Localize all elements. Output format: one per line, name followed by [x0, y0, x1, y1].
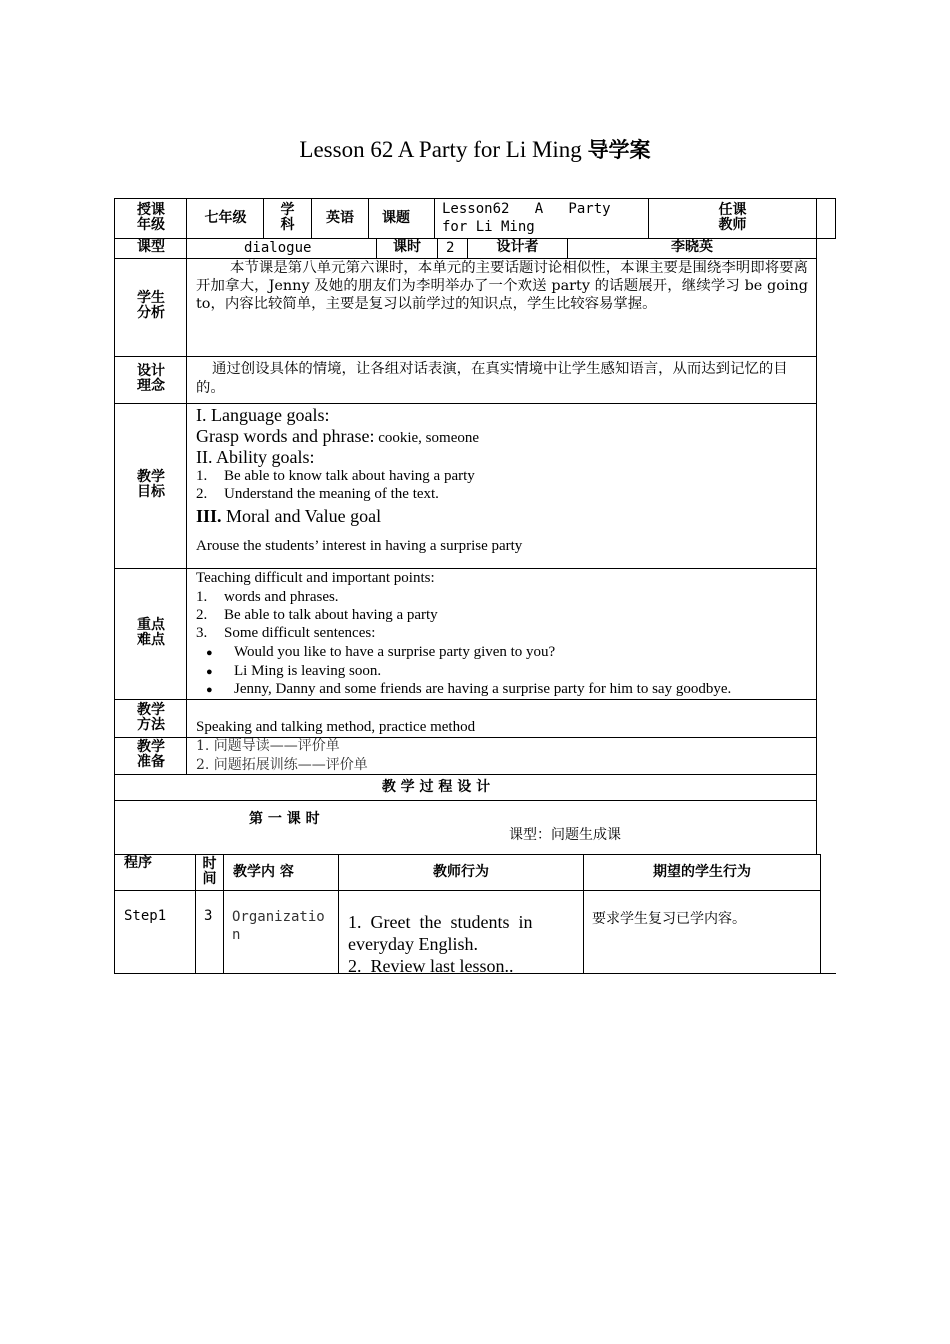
lesson-period: 第 一 课 时 [249, 811, 320, 827]
designer-label: 设计者 [496, 239, 539, 255]
subject-value: 英语 [326, 210, 354, 226]
border [114, 890, 821, 891]
ability-1-num: 1. [196, 468, 208, 484]
border [437, 238, 438, 259]
col-teacher: 教师行为 [433, 864, 489, 880]
border [114, 774, 817, 775]
col-time: 时 间 [202, 856, 217, 887]
key-item-1: words and phrases. [224, 589, 339, 605]
key-points-label: 重点 难点 [137, 617, 165, 648]
subject-label: 学 科 [280, 202, 295, 233]
border [434, 198, 435, 239]
moral-num: III. [196, 506, 222, 526]
method-text: Speaking and talking method, practice method [196, 719, 476, 735]
ability-goals-heading: II. Ability goals: [196, 447, 315, 467]
border [223, 854, 224, 974]
prep-label: 教学 准备 [137, 739, 165, 770]
content-cell: Organization [232, 909, 325, 943]
teacher-line-1: 1. Greet the students in [348, 912, 533, 932]
moral-text: Arouse the students’ interest in having a surprise party [196, 538, 523, 554]
border [820, 854, 821, 974]
grade-label: 授课 年级 [137, 202, 165, 233]
border [114, 800, 817, 801]
step-cell: Step1 [124, 908, 167, 924]
border [835, 198, 836, 239]
method-label: 教学 方法 [137, 702, 165, 733]
key-item-3: Some difficult sentences: [224, 625, 376, 641]
grade-value: 七年级 [204, 210, 247, 226]
ability-2-num: 2. [196, 486, 208, 502]
prep-item-2: 2. 问题拓展训练——评价单 [196, 757, 368, 773]
topic-value-line-1: Lesson62 A Party [442, 201, 611, 217]
key-item-3-num: 3. [196, 625, 208, 641]
border [114, 568, 817, 569]
language-goals-heading: I. Language goals: [196, 405, 330, 425]
col-procedure: 程序 [124, 855, 152, 871]
col-content: 教学内 容 [233, 864, 294, 880]
border [114, 403, 817, 404]
key-item-1-num: 1. [196, 589, 208, 605]
key-points-heading: Teaching difficult and important points: [196, 570, 435, 586]
page-title [0, 134, 950, 164]
key-item-2-num: 2. [196, 607, 208, 623]
topic-value-line-2: for Li Ming [442, 219, 535, 235]
lesson-type: 课型：问题生成课 [509, 827, 621, 843]
analysis-label: 学生 分析 [137, 290, 165, 321]
goals-label: 教学 目标 [137, 469, 165, 500]
title-suffix: 导学案 [587, 138, 651, 162]
grasp-line [196, 426, 479, 448]
key-bullet-1: ● Would you like to have a surprise party given to you? [234, 644, 555, 661]
key-item-2: Be able to talk about having a party [224, 607, 438, 623]
topic-label: 课题 [382, 210, 410, 226]
border [114, 356, 817, 357]
grasp-prefix: Grasp words and phrase: [196, 426, 375, 446]
type-label: 课型 [137, 239, 165, 255]
key-bullet-3: ● Jenny, Danny and some friends are having a surprise party for him to say goodbye. [234, 681, 731, 698]
border [114, 198, 836, 199]
moral-heading-text: Moral and Value goal [221, 506, 382, 526]
time-cell: 3 [204, 908, 213, 924]
analysis-text: 本节课是第八单元第六课时，本单元的主要话题讨论相似性，本课主要是围绕李明即将要离开加拿大，Jenny 及她的朋友们为李明举办了一个欢送 party 的话题展开，继续学习 be going to，内容比较简单，主要是复习以前学过的知识点，学生比较容易掌握。 [196, 260, 808, 312]
ability-2: Understand the meaning of the text. [224, 486, 439, 502]
col-student: 期望的学生行为 [653, 864, 751, 880]
moral-goal-heading [196, 506, 381, 526]
prep-item-1: 1. 问题导读——评价单 [196, 738, 340, 754]
border [816, 198, 817, 855]
hours-label: 课时 [393, 239, 421, 255]
border [114, 238, 836, 239]
ability-1: Be able to know talk about having a party [224, 468, 475, 484]
concept-text: 通过创设具体的情境，让各组对话表演，在真实情境中让学生感知语言，从而达到记忆的目的。 [196, 361, 788, 396]
teacher-line-3: 2. Review last lesson.. [348, 956, 514, 976]
hours-value: 2 [446, 240, 455, 256]
teacher-line-2: everyday English. [348, 934, 478, 954]
student-cell: 要求学生复习已学内容。 [592, 911, 746, 927]
border [114, 198, 115, 974]
process-heading: 教 学 过 程 设 计 [381, 779, 491, 795]
border [114, 854, 821, 855]
teacher-label: 任课 教师 [718, 202, 747, 233]
designer-value: 李晓英 [671, 239, 713, 255]
type-value: dialogue [244, 240, 312, 256]
border [114, 699, 817, 700]
border [186, 198, 187, 775]
key-bullet-2: ● Li Ming is leaving soon. [234, 663, 381, 680]
concept-label: 设计 理念 [137, 363, 165, 394]
grasp-words: cookie, someone [374, 430, 480, 446]
title-text: Lesson 62 A Party for Li Ming [299, 137, 582, 162]
